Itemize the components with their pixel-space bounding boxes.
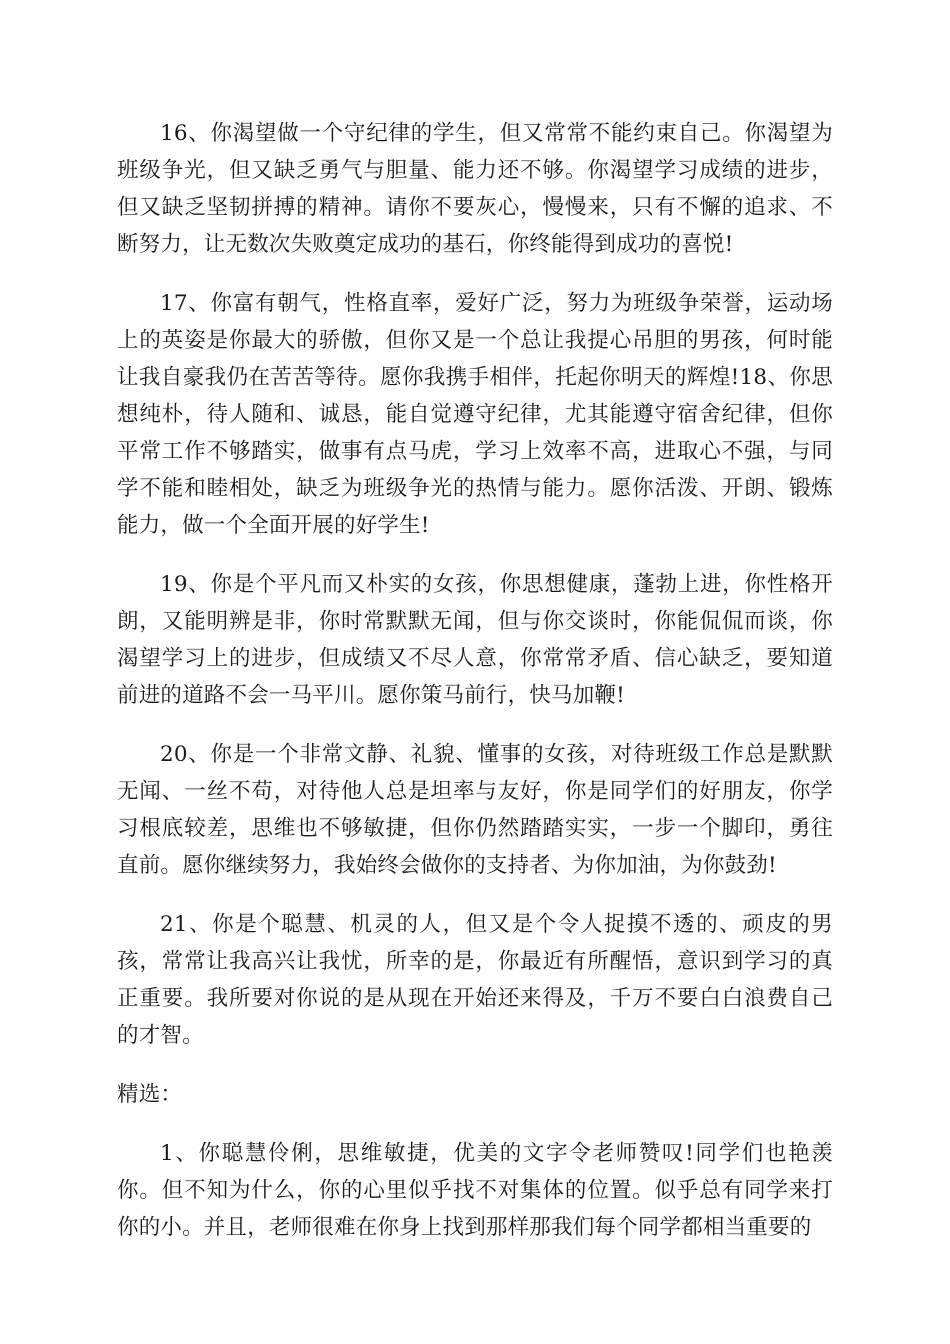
section-label: 精选： (117, 1082, 183, 1107)
paragraph-19: 19、你是个平凡而又朴实的女孩，你思想健康，蓬勃上进，你性格开朗，又能明辨是非，你时常默默无闻，但与你交谈时，你能侃侃而谈，你渴望学习上的进步，但成绩又不尽人意，你常常矛盾、信心缺乏，要知道前进的道路不会一马平川。愿你策马前行，快马加鞭! (117, 572, 833, 708)
paragraph-17-18: 17、你富有朝气，性格直率，爱好广泛，努力为班级争荣誉，运动场上的英姿是你最大的骄傲，但你又是一个总让我提心吊胆的男孩，何时能让我自豪我仍在苦苦等待。愿你我携手相伴，托起你明天的辉煌!18、你思想纯朴，待人随和、诚恳，能自觉遵守纪律，尤其能遵守宿舍纪律，但你平常工作不够踏实，做事有点马虎，学习上效率不高，进取心不强，与同学不能和睦相处，缺乏为班级争光的热情与能力。愿你活泼、开朗、锻炼能力，做一个全面开展的好学生! (117, 291, 833, 538)
document-body (117, 115, 833, 1268)
paragraph-21: 21、你是个聪慧、机灵的人，但又是个令人捉摸不透的、顽皮的男孩，常常让我高兴让我忧，所幸的是，你最近有所醒悟，意识到学习的真正重要。我所要对你说的是从现在开始还来得及，千万不要白白浪费自己的才智。 (117, 912, 833, 1048)
paragraph-16: 16、你渴望做一个守纪律的学生，但又常常不能约束自己。你渴望为班级争光，但又缺乏勇气与胆量、能力还不够。你渴望学习成绩的进步，但又缺乏坚韧拼搏的精神。请你不要灰心，慢慢来，只有不懈的追求、不断努力，让无数次失败奠定成功的基石，你终能得到成功的喜悦! (117, 121, 833, 257)
selected-paragraph-1: 1、你聪慧伶俐，思维敏捷，优美的文字令老师赞叹!同学们也艳羡你。但不知为什么，你的心里似乎找不对集体的位置。似乎总有同学来打你的小。并且，老师很难在你身上找到那样那我们每个同学都相当重要的 (117, 1141, 833, 1240)
paragraph-20: 20、你是一个非常文静、礼貌、懂事的女孩，对待班级工作总是默默无闻、一丝不苟，对待他人总是坦率与友好，你是同学们的好朋友，你学习根底较差，思维也不够敏捷，但你仍然踏踏实实，一步一个脚印，勇往直前。愿你继续努力，我始终会做你的支持者、为你加油，为你鼓劲! (117, 742, 833, 878)
